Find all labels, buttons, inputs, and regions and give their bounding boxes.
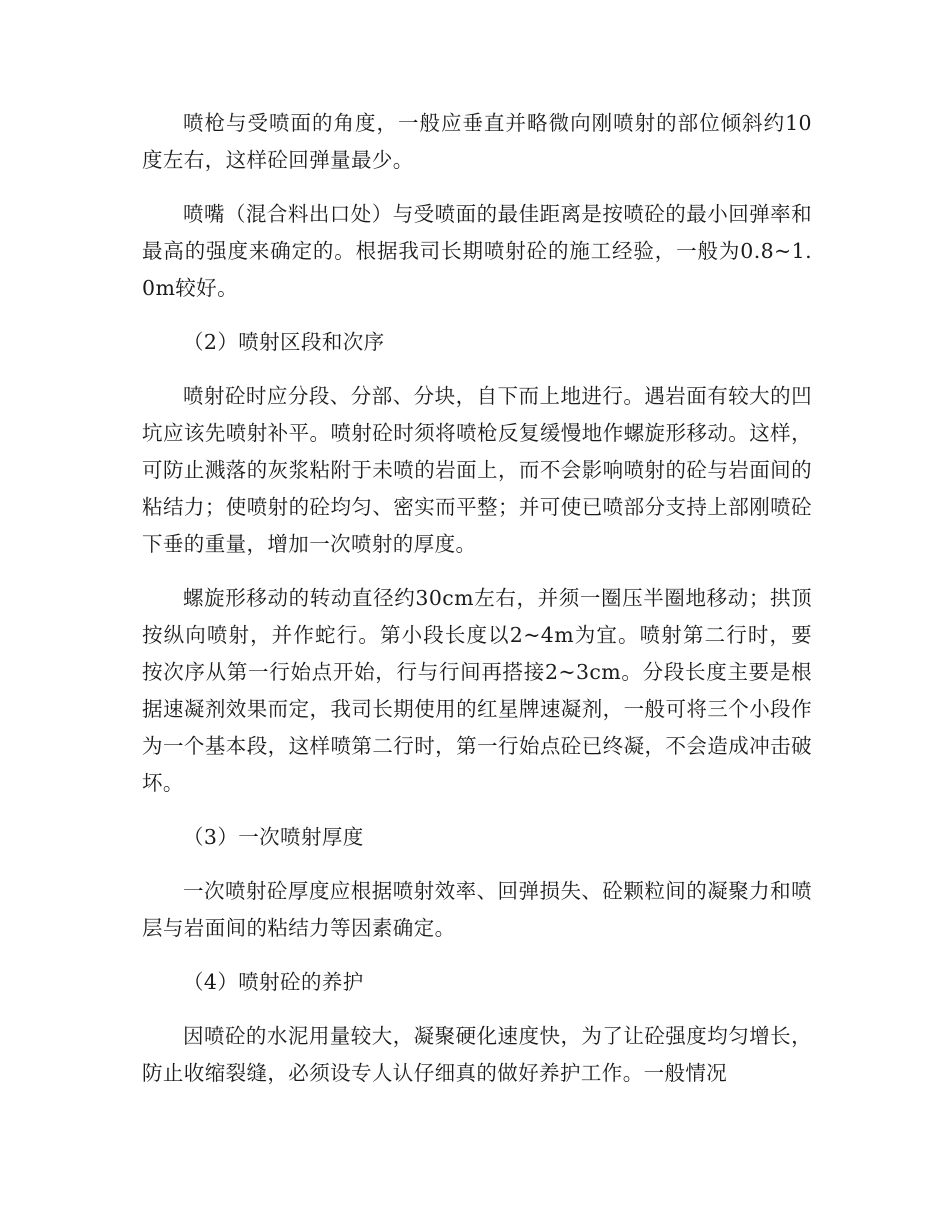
paragraph-thickness-factors: 一次喷射砼厚度应根据喷射效率、回弹损失、砼颗粒间的凝聚力和喷层与岩面间的粘结力等因素确定。 <box>142 879 812 940</box>
paragraph-spray-angle: 喷枪与受喷面的角度，一般应垂直并略微向刚喷射的部位倾斜约10度左右，这样砼回弹量最少。 <box>142 111 812 172</box>
paragraph-nozzle-distance: 喷嘴（混合料出口处）与受喷面的最佳距离是按喷砼的最小回弹率和最高的强度来确定的。根据我司长期喷射砼的施工经验，一般为0.8~1.0m较好。 <box>142 202 812 300</box>
section-heading-spray-thickness: （3）一次喷射厚度 <box>183 825 364 849</box>
paragraph-spray-sections: 喷射砼时应分段、分部、分块，自下而上地进行。遇岩面有较大的凹坑应该先喷射补平。喷射砼时须将喷枪反复缓慢地作螺旋形移动。这样，可防止溅落的灰浆粘附于未喷的岩面上，而不会影响喷射的砼与岩面间的粘结力；使喷射的砼均匀、密实而平整；并可使已喷部分支持上部刚喷砼下垂的重量，增加一次喷射的厚度。 <box>142 384 812 556</box>
paragraph-curing: 因喷砼的水泥用量较大，凝聚硬化速度快，为了让砼强度均匀增长，防止收缩裂缝，必须设专人认仔细真的做好养护工作。一般情况 <box>142 1024 812 1085</box>
document-body <box>142 105 812 1109</box>
section-heading-spray-sequence: （2）喷射区段和次序 <box>183 330 385 354</box>
paragraph-spiral-movement: 螺旋形移动的转动直径约30cm左右，并须一圈压半圈地移动；拱顶按纵向喷射，并作蛇行。第小段长度以2~4m为宜。喷射第二行时，要按次序从第一行始点开始，行与行间再搭接2~3cm。分段长度主要是根据速凝剂效果而定，我司长期使用的红星牌速凝剂，一般可将三个小段作为一个基本段，这样喷第二行时，第一行始点砼已终凝，不会造成冲击破坏。 <box>142 586 812 795</box>
section-heading-curing: （4）喷射砼的养护 <box>183 970 364 994</box>
